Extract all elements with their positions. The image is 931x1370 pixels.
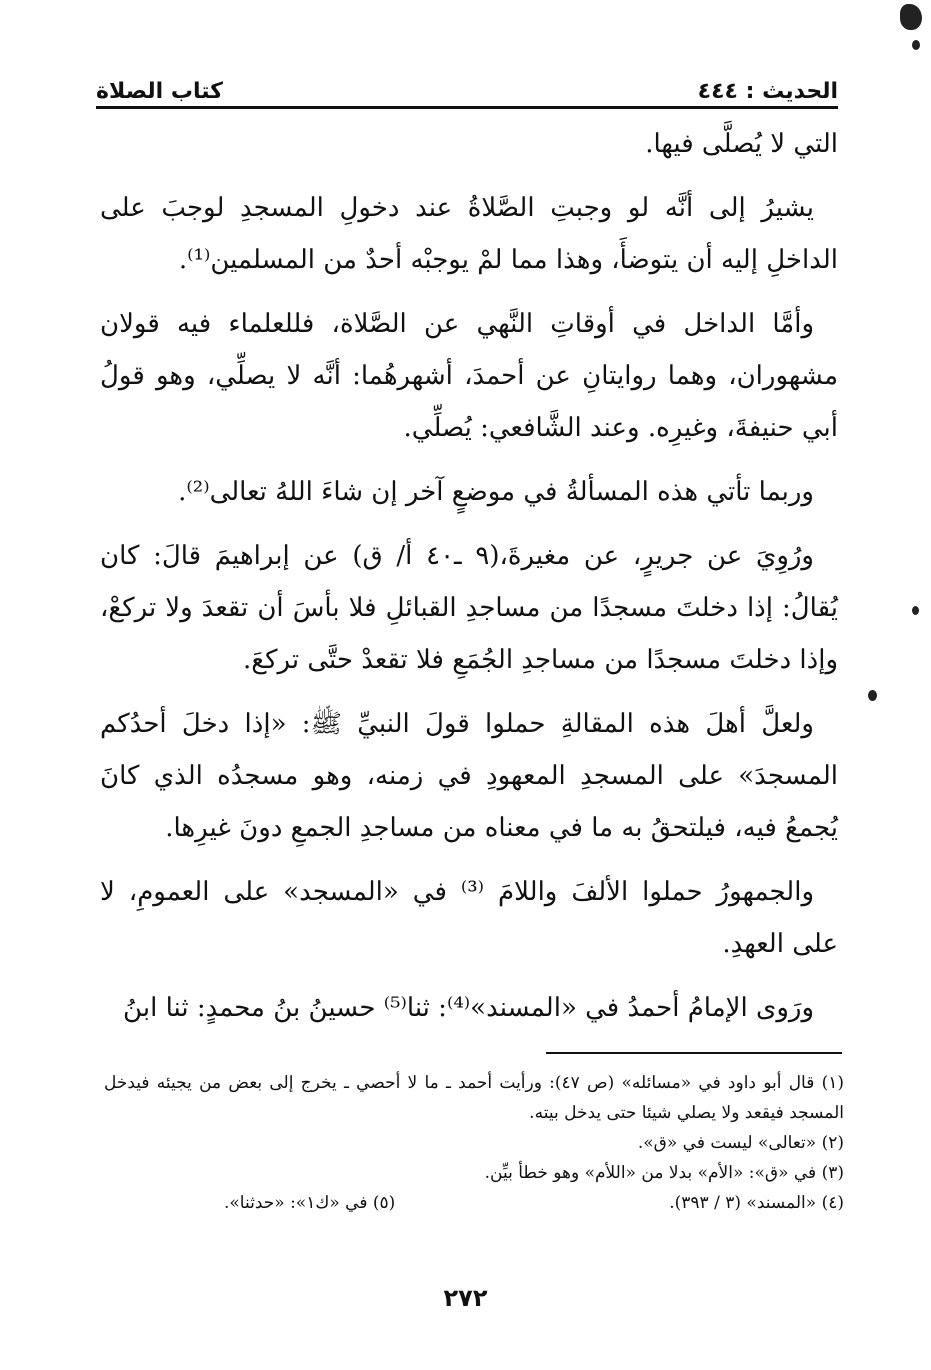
paragraph: ولعلَّ أهلَ هذه المقالةِ حملوا قولَ النبيِّ ﷺ: «إذا دخلَ أحدُكم المسجدَ» على المسجدِ المعهودِ في زمنه، وهو مسجدُه الذي كانَ يُجمعُ فيه، فيلتحقُ به ما في معناه من مساجدِ الجمعِ دونَ غيرِها. xyxy=(100,709,838,843)
scan-speck xyxy=(900,4,922,30)
footnote-rule xyxy=(546,1052,842,1054)
footnote-4: (٤) «المسند» (٣ / ٣٩٣). xyxy=(669,1193,844,1213)
paragraph: وربما تأتي هذه المسألةُ في موضعٍ آخر إن شاءَ اللهُ تعالى⁽²⁾. xyxy=(178,477,814,507)
footnote-1: (١) قال أبو داود في «مسائله» (ص ٤٧): ورأيت أحمد ـ ما لا أحصي ـ يخرج إلى بعض من يجيئه فيدخل المسجد فيقعد ولا يصلي شيئا حتى يدخل بيته. xyxy=(104,1073,844,1123)
paragraph: ورَوى الإمامُ أحمدُ في «المسند»⁽⁴⁾: ثنا⁽⁵⁾ حسينُ بنُ محمدٍ: ثنا ابنُ xyxy=(123,993,814,1023)
paragraph: وأمَّا الداخل في أوقاتِ النَّهي عن الصَّلاة، فللعلماء فيه قولان مشهوران، وهما روايتانِ عن أحمدَ، أشهرهُما: أنَّه لا يصلِّي، وهو قولُ أبي حنيفةَ، وغيرِه. وعند الشَّافعي: يُصلِّي. xyxy=(100,309,838,443)
header-rule xyxy=(96,106,838,109)
page-header xyxy=(96,70,838,104)
scan-speck xyxy=(868,690,877,701)
scan-speck xyxy=(912,40,920,50)
page-number: ٢٧٢ xyxy=(443,1284,488,1312)
footnote-2: (٢) «تعالى» ليست في «ق». xyxy=(637,1133,844,1153)
paragraph: ورُوِيَ عن جريرٍ، عن مغيرةَ،(٩ ـ٤٠ أ/ ق) عن إبراهيمَ قالَ: كان يُقالُ: إذا دخلتَ مسجدًا من مساجدِ القبائلِ فلا بأسَ أن تقعدَ ولا تركعْ، وإذا دخلتَ مسجدًا من مساجدِ الجُمَعِ فلا تقعدْ حتَّى تركعَ. xyxy=(100,541,838,675)
paragraph: يشيرُ إلى أنَّه لو وجبتِ الصَّلاةُ عند دخولِ المسجدِ لوجبَ على الداخلِ إليه أن يتوضأَ، وهذا مما لمْ يوجبْه أحدٌ من المسلمين⁽¹⁾. xyxy=(100,193,838,275)
hadith-number-label: الحديث : ٤٤٤ xyxy=(697,79,838,104)
footnotes xyxy=(104,1068,844,1218)
footnote-5: (٥) في «ك١»: «حدثنا». xyxy=(224,1193,396,1213)
book-title: كتاب الصلاة xyxy=(96,79,223,104)
scan-speck xyxy=(912,606,919,615)
footnote-row xyxy=(224,1188,844,1218)
paragraph: والجمهورُ حملوا الألفَ واللامَ ⁽³⁾ في «المسجد» على العمومِ، لا على العهدِ. xyxy=(100,877,838,959)
main-text xyxy=(100,118,838,1046)
paragraph: التي لا يُصلَّى فيها. xyxy=(645,129,838,159)
footnote-3: (٣) في «ق»: «الأم» بدلا من «اللأم» وهو خطأ بيِّن. xyxy=(484,1163,844,1183)
